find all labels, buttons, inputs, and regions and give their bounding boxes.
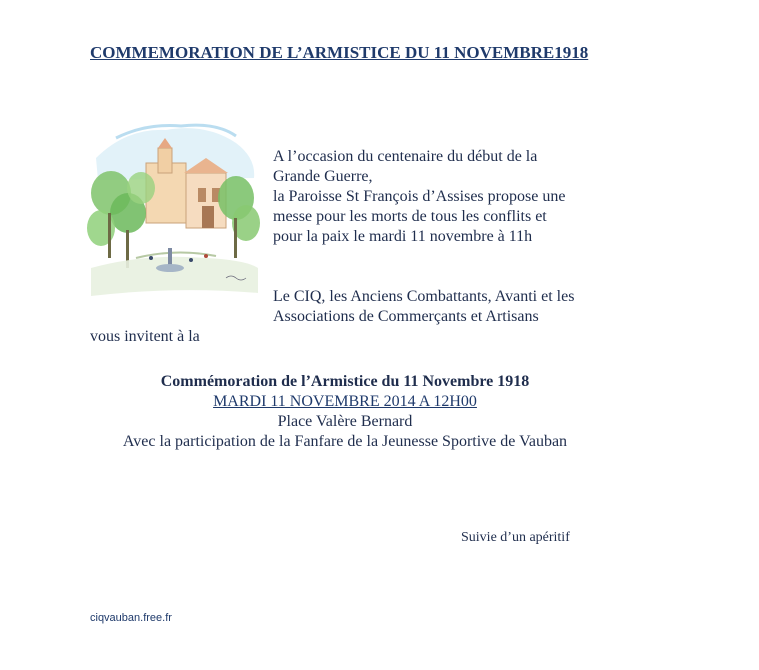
aperitif-note: Suivie d’un apéritif <box>461 530 570 545</box>
paragraph-centenary <box>273 147 603 247</box>
event-participation: Avec la participation de la Fanfare de la Jeunesse Sportive de Vauban <box>122 433 568 450</box>
event-place: Place Valère Bernard <box>277 413 413 430</box>
paragraph-line: pour la paix le mardi 11 novembre à 11h <box>273 228 533 245</box>
invitation-text: vous invitent à la <box>90 328 200 345</box>
paragraph-line: Associations de Commerçants et Artisans <box>273 308 539 325</box>
paragraph-line: messe pour les morts de tous les conflits et <box>273 208 547 225</box>
event-date: MARDI 11 NOVEMBRE 2014 A 12H00 <box>213 393 477 410</box>
paragraph-line: Le CIQ, les Anciens Combattants, Avanti et les <box>273 288 575 305</box>
paragraph-line: Grande Guerre, <box>273 168 373 185</box>
event-details <box>80 372 610 452</box>
page-title: COMMEMORATION DE L’ARMISTICE DU 11 NOVEMBRE1918 <box>90 43 589 62</box>
paragraph-line: la Paroisse St François d’Assises propose une <box>273 188 566 205</box>
paragraph-line: A l’occasion du centenaire du début de la <box>273 148 538 165</box>
church-watercolor-illustration <box>86 118 264 300</box>
website-footer: ciqvauban.free.fr <box>90 612 172 624</box>
paragraph-organizers <box>273 287 603 327</box>
event-title: Commémoration de l’Armistice du 11 Novembre 1918 <box>160 373 530 390</box>
